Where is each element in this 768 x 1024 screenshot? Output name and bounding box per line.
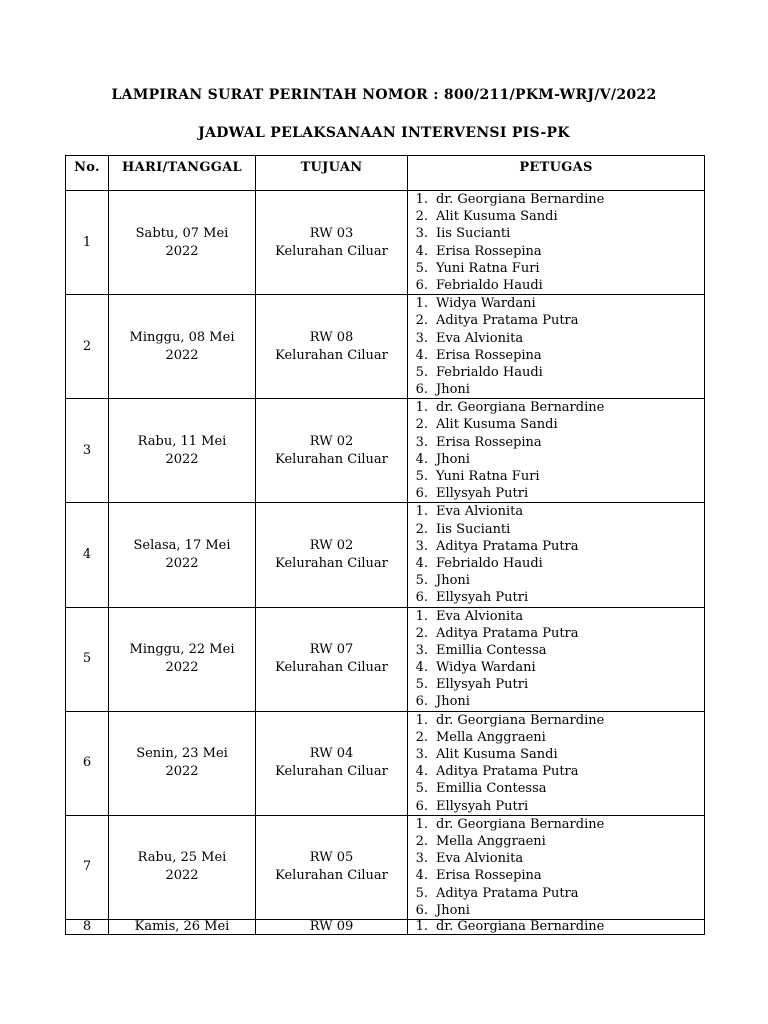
- staff-item-number: 1.: [415, 816, 428, 832]
- document-subtitle: JADWAL PELAKSANAAN INTERVENSI PIS-PK: [198, 125, 570, 141]
- staff-list-item: [408, 243, 704, 260]
- row-date-cell: [109, 191, 256, 295]
- staff-item-number: 2.: [415, 521, 428, 537]
- row-number: 4: [66, 503, 109, 607]
- staff-item-number: 5.: [415, 573, 428, 589]
- staff-item-number: 1.: [415, 400, 428, 416]
- staff-item-number: 3.: [415, 538, 428, 554]
- staff-name: Eva Alvionita: [436, 504, 524, 520]
- staff-item-number: 1.: [415, 296, 428, 312]
- row-staff-cell: [408, 399, 705, 503]
- staff-name: Jhoni: [436, 694, 470, 710]
- row-destination-cell: [256, 503, 408, 607]
- staff-item-number: 1.: [415, 192, 428, 207]
- staff-list-item: [408, 833, 704, 850]
- staff-list: [408, 295, 704, 398]
- staff-item-number: 3.: [415, 851, 428, 867]
- staff-item-number: 4.: [415, 451, 428, 467]
- row-destination-text: RW 09: [309, 919, 354, 934]
- row-destination-text: RW 02: [309, 537, 354, 553]
- staff-list-item: [408, 763, 704, 780]
- staff-item-number: 6.: [415, 902, 428, 918]
- staff-name: Jhoni: [436, 573, 470, 589]
- staff-item-number: 5.: [415, 885, 428, 901]
- row-destination-cell: [256, 815, 408, 919]
- staff-item-number: 1.: [415, 712, 428, 728]
- staff-list-item: [408, 277, 704, 294]
- staff-list-item: [408, 381, 704, 398]
- row-staff-cell: [408, 607, 705, 711]
- staff-item-number: 3.: [415, 747, 428, 762]
- staff-name: dr. Georgiana Bernardine: [436, 400, 605, 416]
- staff-name: Erisa Rossepina: [436, 434, 542, 450]
- row-number: 1: [66, 191, 109, 295]
- row-date-text: 2022: [165, 764, 199, 780]
- staff-list-item: [408, 399, 704, 416]
- row-number: 2: [66, 295, 109, 399]
- staff-name: Ellysyah Putri: [436, 677, 529, 693]
- table-row: [66, 711, 705, 815]
- staff-list-item: [408, 798, 704, 815]
- staff-name: Mella Anggraeni: [436, 833, 546, 849]
- table-row: [66, 815, 705, 919]
- staff-list-item: [408, 485, 704, 502]
- staff-list-item: [408, 659, 704, 676]
- row-destination-text: RW 05: [309, 850, 354, 866]
- staff-list-item: [408, 330, 704, 347]
- staff-name: Ellysyah Putri: [436, 590, 529, 606]
- row-staff-cell: [408, 295, 705, 399]
- staff-list-item: [408, 625, 704, 642]
- staff-name: Febrialdo Haudi: [436, 555, 543, 571]
- row-number: 7: [66, 815, 109, 919]
- staff-list-item: [408, 850, 704, 867]
- row-staff-cell: [408, 919, 705, 934]
- row-destination-cell: [256, 919, 408, 934]
- table-row: [66, 503, 705, 607]
- staff-name: dr. Georgiana Bernardine: [436, 712, 605, 728]
- row-destination-text: Kelurahan Ciluar: [275, 243, 388, 259]
- staff-name: Alit Kusuma Sandi: [436, 417, 558, 433]
- row-date-text: 2022: [165, 347, 199, 363]
- row-destination-text: RW 04: [309, 746, 354, 762]
- staff-list-item: [408, 416, 704, 433]
- row-date-text: 2022: [165, 660, 199, 676]
- table-row: [66, 919, 705, 934]
- staff-name: Erisa Rossepina: [436, 243, 542, 259]
- staff-name: Emillia Contessa: [436, 781, 547, 797]
- staff-list-item: [408, 434, 704, 451]
- staff-item-number: 2.: [415, 313, 428, 329]
- staff-list: [408, 920, 704, 934]
- row-destination-text: RW 08: [309, 329, 354, 345]
- row-number: 6: [66, 711, 109, 815]
- staff-item-number: 6.: [415, 590, 428, 606]
- staff-list-item: [408, 538, 704, 555]
- staff-name: Erisa Rossepina: [436, 868, 542, 884]
- staff-list-item: [408, 816, 704, 833]
- row-date-text: Minggu, 08 Mei: [129, 329, 235, 345]
- staff-item-number: 4.: [415, 660, 428, 676]
- staff-item-number: 2.: [415, 833, 428, 849]
- staff-item-number: 1.: [415, 608, 428, 624]
- staff-name: Eva Alvionita: [436, 330, 524, 346]
- staff-name: Jhoni: [436, 382, 470, 398]
- staff-list-item: [408, 295, 704, 312]
- staff-list-item: [408, 885, 704, 902]
- staff-name: dr. Georgiana Bernardine: [436, 192, 605, 207]
- staff-list-item: [408, 902, 704, 919]
- staff-item-number: 2.: [415, 625, 428, 641]
- staff-item-number: 3.: [415, 434, 428, 450]
- row-destination-text: Kelurahan Ciluar: [275, 451, 388, 467]
- staff-list-item: [408, 312, 704, 329]
- staff-list-item: [408, 867, 704, 884]
- staff-list-item: [408, 347, 704, 364]
- staff-list: [408, 503, 704, 606]
- staff-name: Alit Kusuma Sandi: [436, 747, 558, 762]
- row-date-cell: [109, 503, 256, 607]
- staff-item-number: 6.: [415, 798, 428, 814]
- row-date-text: 2022: [165, 868, 199, 884]
- staff-name: dr. Georgiana Bernardine: [436, 816, 605, 832]
- staff-list-item: [408, 589, 704, 606]
- staff-list-item: [408, 780, 704, 797]
- staff-list-item: [408, 225, 704, 242]
- row-date-text: 2022: [165, 243, 199, 259]
- row-date-cell: [109, 399, 256, 503]
- staff-item-number: 1.: [415, 918, 428, 934]
- row-destination-cell: [256, 399, 408, 503]
- staff-name: dr. Georgiana Bernardine: [436, 918, 605, 934]
- row-date-text: 2022: [165, 555, 199, 571]
- row-destination-text: Kelurahan Ciluar: [275, 555, 388, 571]
- staff-item-number: 1.: [415, 504, 428, 520]
- row-date-text: Kamis, 26 Mei: [134, 919, 230, 934]
- staff-list: [408, 608, 704, 711]
- schedule-table-body: [66, 191, 705, 935]
- staff-item-number: 5.: [415, 781, 428, 797]
- row-destination-cell: [256, 607, 408, 711]
- row-date-text: Senin, 23 Mei: [136, 746, 228, 762]
- staff-item-number: 5.: [415, 677, 428, 693]
- staff-item-number: 2.: [415, 729, 428, 745]
- row-destination-text: RW 02: [309, 433, 354, 449]
- row-staff-cell: [408, 815, 705, 919]
- staff-name: Aditya Pratama Putra: [436, 313, 579, 329]
- staff-name: Alit Kusuma Sandi: [436, 209, 558, 225]
- header-staff: PETUGAS: [408, 156, 705, 191]
- row-date-text: 2022: [165, 451, 199, 467]
- row-destination-text: Kelurahan Ciluar: [275, 868, 388, 884]
- staff-list: [408, 712, 704, 815]
- staff-item-number: 2.: [415, 209, 428, 225]
- row-number: 8: [66, 919, 109, 934]
- staff-item-number: 6.: [415, 277, 428, 293]
- staff-name: Ellysyah Putri: [436, 798, 529, 814]
- staff-name: Widya Wardani: [436, 660, 536, 676]
- table-row: [66, 191, 705, 295]
- staff-list-item: [408, 468, 704, 485]
- row-destination-cell: [256, 711, 408, 815]
- table-row: [66, 607, 705, 711]
- staff-list-item: [408, 260, 704, 277]
- schedule-table: [65, 155, 705, 935]
- staff-item-number: 3.: [415, 226, 428, 242]
- staff-name: Febrialdo Haudi: [436, 277, 543, 293]
- staff-list: [408, 399, 704, 502]
- staff-list-item: [408, 364, 704, 381]
- table-row: [66, 295, 705, 399]
- row-date-cell: [109, 607, 256, 711]
- row-staff-cell: [408, 191, 705, 295]
- staff-item-number: 3.: [415, 330, 428, 346]
- header-destination: TUJUAN: [256, 156, 408, 191]
- header-no: No.: [66, 156, 109, 191]
- staff-list-item: [408, 642, 704, 659]
- row-staff-cell: [408, 503, 705, 607]
- staff-list: [408, 816, 704, 919]
- row-date-text: Selasa, 17 Mei: [133, 537, 231, 553]
- staff-name: Jhoni: [436, 451, 470, 467]
- staff-item-number: 4.: [415, 243, 428, 259]
- staff-name: Yuni Ratna Furi: [436, 260, 540, 276]
- row-destination-text: Kelurahan Ciluar: [275, 660, 388, 676]
- staff-item-number: 4.: [415, 868, 428, 884]
- row-staff-cell: [408, 711, 705, 815]
- staff-list-item: [408, 555, 704, 572]
- row-date-text: Rabu, 11 Mei: [137, 433, 227, 449]
- row-date-text: Sabtu, 07 Mei: [135, 225, 229, 241]
- row-date-cell: [109, 711, 256, 815]
- staff-list-item: [408, 693, 704, 710]
- row-number: 3: [66, 399, 109, 503]
- staff-list-item: [408, 521, 704, 538]
- staff-name: Widya Wardani: [436, 296, 536, 312]
- staff-list: [408, 191, 704, 294]
- staff-name: Eva Alvionita: [436, 851, 524, 867]
- staff-item-number: 6.: [415, 694, 428, 710]
- staff-list-item: [408, 920, 704, 934]
- staff-name: Mella Anggraeni: [436, 729, 546, 745]
- row-destination-text: RW 07: [309, 642, 354, 658]
- row-date-cell: [109, 295, 256, 399]
- staff-name: Jhoni: [436, 902, 470, 918]
- row-destination-text: Kelurahan Ciluar: [275, 764, 388, 780]
- row-destination-text: RW 03: [309, 225, 354, 241]
- staff-item-number: 3.: [415, 642, 428, 658]
- table-row: [66, 399, 705, 503]
- table-header-row: [66, 156, 705, 191]
- staff-item-number: 6.: [415, 486, 428, 502]
- staff-list-item: [408, 676, 704, 693]
- row-destination-text: Kelurahan Ciluar: [275, 347, 388, 363]
- row-destination-cell: [256, 295, 408, 399]
- staff-name: Aditya Pratama Putra: [436, 538, 579, 554]
- row-number: 5: [66, 607, 109, 711]
- staff-item-number: 4.: [415, 347, 428, 363]
- staff-item-number: 4.: [415, 764, 428, 780]
- staff-item-number: 4.: [415, 555, 428, 571]
- staff-item-number: 5.: [415, 469, 428, 484]
- staff-name: Aditya Pratama Putra: [436, 764, 579, 780]
- staff-name: Eva Alvionita: [436, 608, 524, 624]
- staff-list-item: [408, 572, 704, 589]
- staff-list-item: [408, 208, 704, 225]
- staff-name: Aditya Pratama Putra: [436, 625, 579, 641]
- staff-item-number: 5.: [415, 364, 428, 380]
- staff-item-number: 5.: [415, 260, 428, 276]
- staff-item-number: 6.: [415, 382, 428, 398]
- row-date-text: Minggu, 22 Mei: [129, 642, 235, 658]
- staff-list-item: [408, 712, 704, 729]
- staff-name: Erisa Rossepina: [436, 347, 542, 363]
- header-date: HARI/TANGGAL: [109, 156, 256, 191]
- staff-name: Iis Sucianti: [436, 226, 511, 242]
- row-destination-cell: [256, 191, 408, 295]
- document-title: LAMPIRAN SURAT PERINTAH NOMOR : 800/211/PKM-WRJ/V/2022: [111, 87, 657, 103]
- staff-list-item: [408, 451, 704, 468]
- staff-name: Emillia Contessa: [436, 642, 547, 658]
- staff-list-item: [408, 191, 704, 208]
- staff-item-number: 2.: [415, 417, 428, 433]
- staff-list-item: [408, 746, 704, 763]
- staff-name: Aditya Pratama Putra: [436, 885, 579, 901]
- staff-list-item: [408, 729, 704, 746]
- staff-name: Ellysyah Putri: [436, 486, 529, 502]
- staff-list-item: [408, 608, 704, 625]
- row-date-text: Rabu, 25 Mei: [137, 850, 227, 866]
- staff-name: Yuni Ratna Furi: [436, 469, 540, 484]
- staff-name: Iis Sucianti: [436, 521, 511, 537]
- row-date-cell: [109, 919, 256, 934]
- staff-list-item: [408, 503, 704, 520]
- staff-name: Febrialdo Haudi: [436, 364, 543, 380]
- row-date-cell: [109, 815, 256, 919]
